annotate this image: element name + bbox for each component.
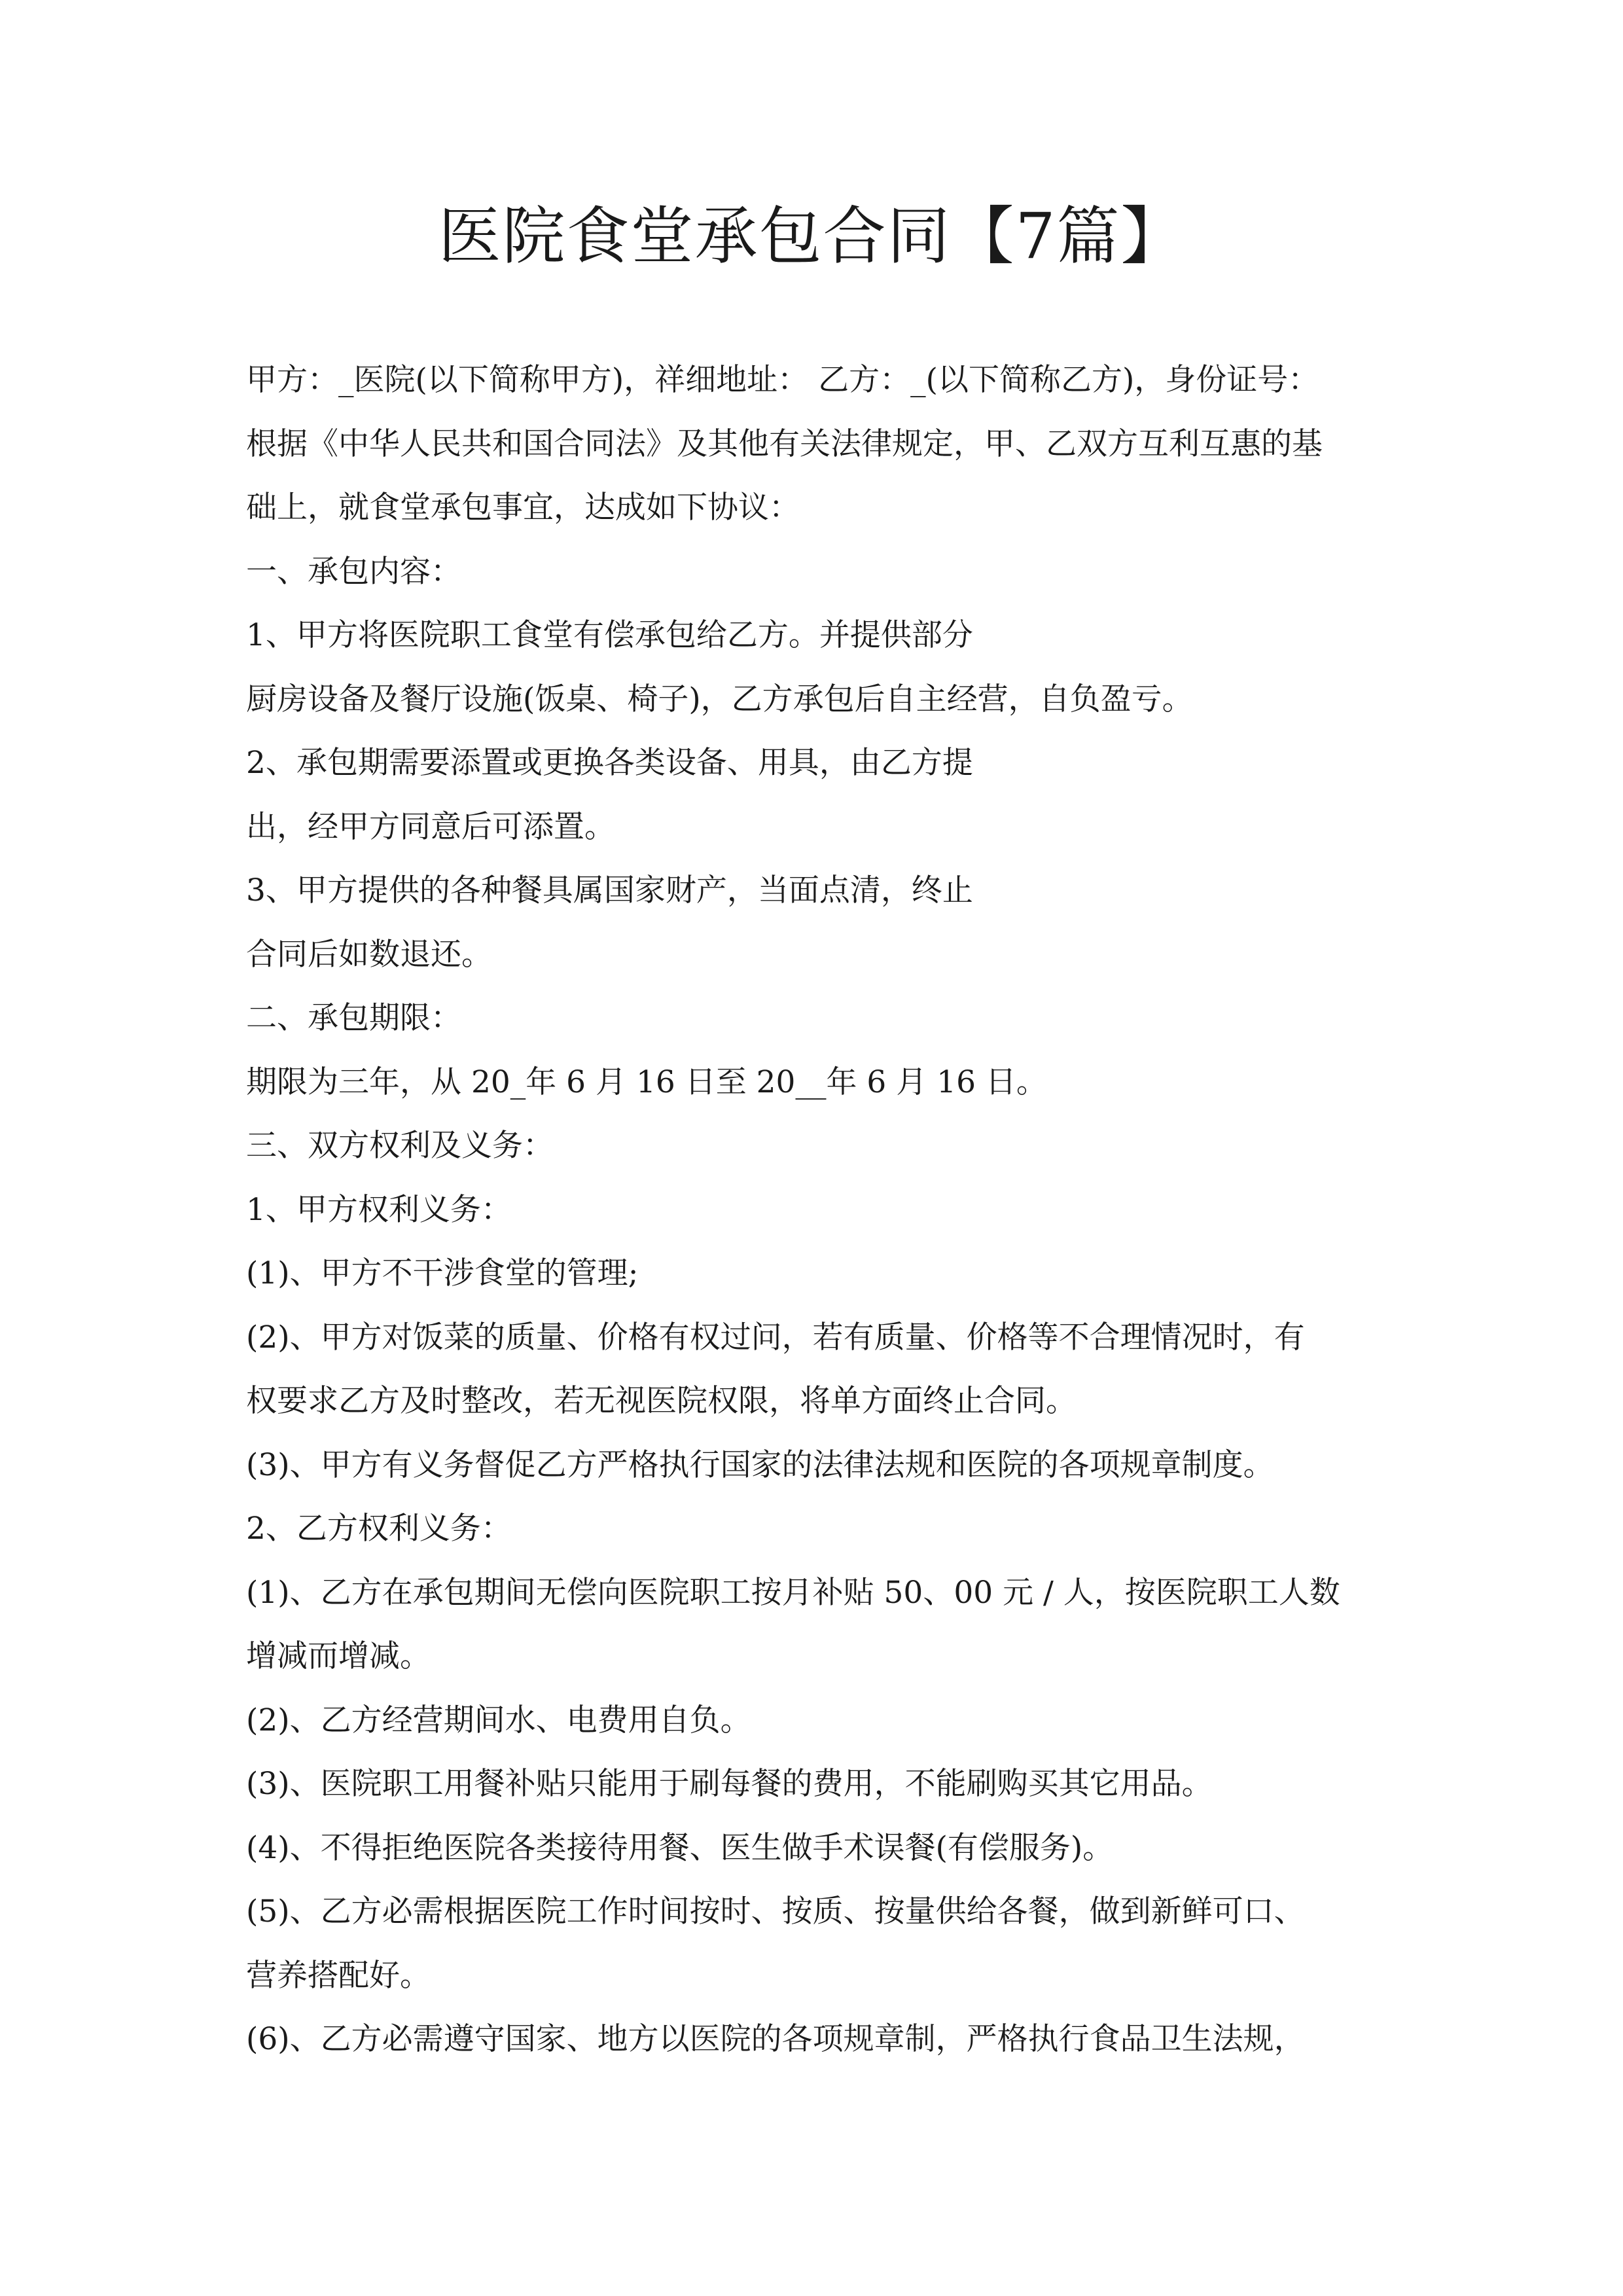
clause-line: 期限为三年，从 20_年 6 月 16 日至 20__年 6 月 16 日。 — [246, 1064, 1047, 1100]
preamble-line: 础上，就食堂承包事宜，达成如下协议： — [246, 490, 800, 526]
clause-line: (5)、乙方必需根据医院工作时间按时、按质、按量供给各餐，做到新鲜可口、 — [246, 1893, 1305, 1929]
clause-line: 营养搭配好。 — [246, 1957, 431, 1994]
preamble-line: 根据《中华人民共和国合同法》及其他有关法律规定，甲、乙双方互利互惠的基 — [246, 425, 1323, 462]
clause-line: (1)、甲方不干涉食堂的管理; — [246, 1255, 639, 1291]
clause-line: 1、甲方将医院职工食堂有偿承包给乙方。并提供部分 — [246, 617, 973, 653]
party-a-intro-line: 甲方：_医院(以下简称甲方)，祥细地址： 乙方：_(以下简称乙方)，身份证号： — [246, 362, 1319, 398]
document-title: 医院食堂承包合同【7篇】 — [438, 200, 1185, 273]
section-heading: 二、承包期限： — [246, 1000, 461, 1036]
clause-line: 2、承包期需要添置或更换各类设备、用具，由乙方提 — [246, 745, 973, 781]
clause-line: (3)、医院职工用餐补贴只能用于刷每餐的费用，不能刷购买其它用品。 — [246, 1766, 1213, 1802]
clause-line: 3、甲方提供的各种餐具属国家财产，当面点清，终止 — [246, 872, 973, 908]
clause-line: (2)、甲方对饭菜的质量、价格有权过问，若有质量、价格等不合理情况时，有 — [246, 1319, 1305, 1355]
section-heading: 三、双方权利及义务： — [246, 1128, 554, 1164]
subsection-heading: 1、甲方权利义务： — [246, 1191, 512, 1228]
clause-line: (6)、乙方必需遵守国家、地方以医院的各项规章制，严格执行食品卫生法规， — [246, 2021, 1305, 2057]
clause-line: (2)、乙方经营期间水、电费用自负。 — [246, 1702, 751, 1738]
clause-line: 出，经甲方同意后可添置。 — [246, 808, 615, 845]
clause-line: 合同后如数退还。 — [246, 936, 492, 973]
document-body — [246, 348, 1385, 2072]
clause-line: 厨房设备及餐厅设施(饭桌、椅子)，乙方承包后自主经营，自负盈亏。 — [246, 681, 1193, 717]
clause-line: 增减而增减。 — [246, 1638, 431, 1674]
subsection-heading: 2、乙方权利义务： — [246, 1511, 512, 1547]
clause-line: 权要求乙方及时整改，若无视医院权限，将单方面终止合同。 — [246, 1383, 1077, 1419]
section-heading: 一、承包内容： — [246, 553, 461, 590]
clause-line: (1)、乙方在承包期间无偿向医院职工按月补贴 50、00 元 / 人，按医院职工人数 — [246, 1574, 1340, 1611]
clause-line: (3)、甲方有义务督促乙方严格执行国家的法律法规和医院的各项规章制度。 — [246, 1446, 1274, 1483]
clause-line: (4)、不得拒绝医院各类接待用餐、医生做手术误餐(有偿服务)。 — [246, 1829, 1114, 1866]
